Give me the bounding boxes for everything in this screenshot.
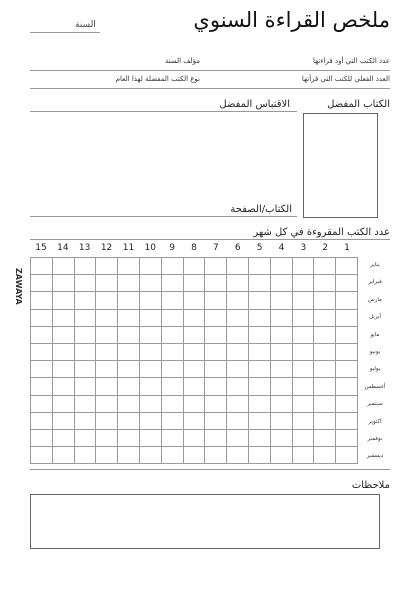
grid-cell[interactable] bbox=[270, 361, 292, 378]
grid-cell[interactable] bbox=[336, 429, 358, 446]
column-number: 15 bbox=[35, 243, 47, 253]
grid-cell[interactable] bbox=[31, 447, 53, 464]
grid-cell[interactable] bbox=[292, 395, 314, 412]
grid-cell[interactable] bbox=[336, 343, 358, 360]
grid-cell[interactable] bbox=[314, 361, 336, 378]
notes-heading: ملاحظات bbox=[351, 480, 390, 491]
grid-cell[interactable] bbox=[248, 258, 270, 275]
grid-cell[interactable] bbox=[183, 275, 205, 292]
grid-cell[interactable] bbox=[336, 275, 358, 292]
grid-cell[interactable] bbox=[118, 258, 140, 275]
month-label: مارس bbox=[368, 296, 382, 303]
grid-cell[interactable] bbox=[248, 378, 270, 395]
grid-cell[interactable] bbox=[139, 429, 161, 446]
grid-cell[interactable] bbox=[314, 275, 336, 292]
table-row bbox=[31, 429, 358, 446]
grid-cell[interactable] bbox=[183, 292, 205, 309]
column-numbers bbox=[30, 243, 358, 257]
grid-cell[interactable] bbox=[205, 412, 227, 429]
grid-cell[interactable] bbox=[227, 412, 249, 429]
grid-cell[interactable] bbox=[161, 395, 183, 412]
grid-cell[interactable] bbox=[183, 343, 205, 360]
grid-cell[interactable] bbox=[139, 309, 161, 326]
grid-cell[interactable] bbox=[161, 412, 183, 429]
grid-cell[interactable] bbox=[161, 275, 183, 292]
grid-cell[interactable] bbox=[227, 326, 249, 343]
grid-cell[interactable] bbox=[227, 343, 249, 360]
grid-cell[interactable] bbox=[292, 361, 314, 378]
grid-cell[interactable] bbox=[139, 258, 161, 275]
month-label: ديسمبر bbox=[366, 453, 384, 460]
month-label: مايو bbox=[370, 331, 380, 338]
grid-cell[interactable] bbox=[31, 412, 53, 429]
grid-bottom-line bbox=[30, 469, 390, 470]
month-label: أبريل bbox=[369, 314, 381, 321]
table-row bbox=[31, 258, 358, 275]
grid-cell[interactable] bbox=[248, 361, 270, 378]
grid-cell[interactable] bbox=[205, 343, 227, 360]
page-title: ملخص القراءة السنوي bbox=[193, 8, 390, 32]
grid-cell[interactable] bbox=[205, 275, 227, 292]
grid-cell[interactable] bbox=[292, 429, 314, 446]
grid-cell[interactable] bbox=[336, 361, 358, 378]
month-label: يوليو bbox=[369, 366, 381, 373]
grid-cell[interactable] bbox=[270, 258, 292, 275]
column-number: 4 bbox=[278, 243, 285, 253]
grid-cell[interactable] bbox=[139, 412, 161, 429]
actual-books-label: العدد الفعلي للكتب التي قرأتها bbox=[301, 75, 390, 83]
grid-cell[interactable] bbox=[96, 429, 118, 446]
author-of-year-label: مؤلف السنة bbox=[164, 57, 200, 65]
grid-cell[interactable] bbox=[139, 395, 161, 412]
year-line[interactable] bbox=[30, 32, 100, 33]
grid-cell[interactable] bbox=[183, 326, 205, 343]
grid-cell[interactable] bbox=[270, 447, 292, 464]
grid-cell[interactable] bbox=[31, 429, 53, 446]
grid-cell[interactable] bbox=[52, 361, 74, 378]
table-row bbox=[31, 378, 358, 395]
table-row bbox=[31, 343, 358, 360]
grid-cell[interactable] bbox=[227, 395, 249, 412]
grid-cell[interactable] bbox=[270, 275, 292, 292]
grid-cell[interactable] bbox=[314, 309, 336, 326]
grid-cell[interactable] bbox=[74, 412, 96, 429]
grid-cell[interactable] bbox=[52, 429, 74, 446]
column-number: 3 bbox=[300, 243, 307, 253]
grid-cell[interactable] bbox=[161, 343, 183, 360]
grid-cell[interactable] bbox=[139, 275, 161, 292]
grid-cell[interactable] bbox=[336, 292, 358, 309]
brand-logo bbox=[10, 266, 22, 326]
grid-cell[interactable] bbox=[270, 326, 292, 343]
grid-cell[interactable] bbox=[227, 429, 249, 446]
grid-cell[interactable] bbox=[52, 275, 74, 292]
grid-cell[interactable] bbox=[336, 309, 358, 326]
grid-cell[interactable] bbox=[139, 447, 161, 464]
grid-cell[interactable] bbox=[292, 447, 314, 464]
grid-cell[interactable] bbox=[314, 429, 336, 446]
grid-cell[interactable] bbox=[314, 395, 336, 412]
grid-cell[interactable] bbox=[96, 258, 118, 275]
grid-cell[interactable] bbox=[31, 258, 53, 275]
grid-cell[interactable] bbox=[74, 395, 96, 412]
grid-cell[interactable] bbox=[161, 429, 183, 446]
year-label: السنة bbox=[75, 20, 96, 30]
grid-cell[interactable] bbox=[96, 343, 118, 360]
grid-cell[interactable] bbox=[292, 378, 314, 395]
grid-cell[interactable] bbox=[183, 429, 205, 446]
month-labels bbox=[358, 257, 392, 466]
grid-cell[interactable] bbox=[248, 292, 270, 309]
grid-cell[interactable] bbox=[270, 429, 292, 446]
grid-cell[interactable] bbox=[161, 309, 183, 326]
grid-cell[interactable] bbox=[31, 275, 53, 292]
grid-cell[interactable] bbox=[96, 361, 118, 378]
grid-cell[interactable] bbox=[336, 258, 358, 275]
grid-cell[interactable] bbox=[183, 361, 205, 378]
column-number: 7 bbox=[212, 243, 219, 253]
grid-cell[interactable] bbox=[74, 258, 96, 275]
column-number: 5 bbox=[256, 243, 263, 253]
grid-cell[interactable] bbox=[205, 309, 227, 326]
favorite-quote-heading: الاقتباس المفضل bbox=[219, 99, 290, 110]
grid-cell[interactable] bbox=[96, 292, 118, 309]
grid-cell[interactable] bbox=[292, 258, 314, 275]
grid-cell[interactable] bbox=[227, 258, 249, 275]
grid-cell[interactable] bbox=[227, 361, 249, 378]
month-label: سبتمبر bbox=[367, 401, 383, 408]
grid-cell[interactable] bbox=[74, 429, 96, 446]
grid-cell[interactable] bbox=[118, 361, 140, 378]
grid-cell[interactable] bbox=[314, 292, 336, 309]
grid-cell[interactable] bbox=[336, 412, 358, 429]
grid-cell[interactable] bbox=[314, 326, 336, 343]
grid-cell[interactable] bbox=[292, 343, 314, 360]
grid-cell[interactable] bbox=[248, 275, 270, 292]
monthly-top-line bbox=[30, 239, 390, 240]
grid-cell[interactable] bbox=[96, 378, 118, 395]
grid-cell[interactable] bbox=[74, 292, 96, 309]
column-number: 2 bbox=[322, 243, 329, 253]
grid-cell[interactable] bbox=[118, 447, 140, 464]
table-row bbox=[31, 447, 358, 464]
table-row bbox=[31, 361, 358, 378]
grid-cell[interactable] bbox=[52, 258, 74, 275]
grid-cell[interactable] bbox=[52, 447, 74, 464]
table-row bbox=[31, 275, 358, 292]
grid-cell[interactable] bbox=[139, 292, 161, 309]
grid-cell[interactable] bbox=[52, 326, 74, 343]
grid-cell[interactable] bbox=[31, 292, 53, 309]
grid-cell[interactable] bbox=[96, 275, 118, 292]
grid-cell[interactable] bbox=[74, 447, 96, 464]
grid-cell[interactable] bbox=[205, 292, 227, 309]
favorite-book-heading: الكتاب المفضل bbox=[327, 99, 390, 110]
grid-cell[interactable] bbox=[31, 361, 53, 378]
grid-cell[interactable] bbox=[52, 343, 74, 360]
column-number: 11 bbox=[122, 243, 135, 253]
grid-cell[interactable] bbox=[270, 292, 292, 309]
grid-cell[interactable] bbox=[248, 395, 270, 412]
column-number: 14 bbox=[57, 243, 69, 253]
field-line-row1[interactable] bbox=[30, 70, 390, 71]
grid-cell[interactable] bbox=[205, 447, 227, 464]
svg-text:ZAWAYA: ZAWAYA bbox=[14, 268, 23, 305]
grid-cell[interactable] bbox=[52, 292, 74, 309]
grid-cell[interactable] bbox=[336, 395, 358, 412]
grid-cell[interactable] bbox=[52, 309, 74, 326]
grid-cell[interactable] bbox=[161, 292, 183, 309]
table-row bbox=[31, 292, 358, 309]
grid-cell[interactable] bbox=[118, 412, 140, 429]
grid-cell[interactable] bbox=[52, 412, 74, 429]
grid-cell[interactable] bbox=[74, 309, 96, 326]
planned-books-label: عدد الكتب التي أود قراءتها bbox=[312, 57, 390, 65]
favorite-genre-label: نوع الكتب المفضلة لهذا العام bbox=[115, 75, 200, 83]
grid-cell[interactable] bbox=[248, 429, 270, 446]
grid-cell[interactable] bbox=[118, 429, 140, 446]
grid-cell[interactable] bbox=[292, 275, 314, 292]
grid-cell[interactable] bbox=[31, 343, 53, 360]
grid-cell[interactable] bbox=[205, 258, 227, 275]
grid-cell[interactable] bbox=[248, 412, 270, 429]
grid-cell[interactable] bbox=[161, 326, 183, 343]
grid-cell[interactable] bbox=[336, 447, 358, 464]
grid-cell[interactable] bbox=[270, 309, 292, 326]
grid-cell[interactable] bbox=[227, 275, 249, 292]
grid-cell[interactable] bbox=[118, 343, 140, 360]
grid-cell[interactable] bbox=[118, 275, 140, 292]
grid-cell[interactable] bbox=[183, 447, 205, 464]
grid-cell[interactable] bbox=[227, 309, 249, 326]
grid-cell[interactable] bbox=[118, 309, 140, 326]
grid-cell[interactable] bbox=[314, 258, 336, 275]
month-label: أكتوبر bbox=[368, 418, 382, 425]
grid-cell[interactable] bbox=[314, 343, 336, 360]
grid-cell[interactable] bbox=[96, 395, 118, 412]
grid-cell[interactable] bbox=[314, 447, 336, 464]
column-number: 8 bbox=[191, 243, 197, 253]
grid-cell[interactable] bbox=[139, 343, 161, 360]
grid-cell[interactable] bbox=[74, 361, 96, 378]
month-label: نوفمبر bbox=[367, 435, 383, 442]
grid-cell[interactable] bbox=[314, 412, 336, 429]
column-number: 1 bbox=[344, 243, 350, 253]
grid-cell[interactable] bbox=[270, 378, 292, 395]
month-label: يونيو bbox=[369, 348, 381, 355]
grid-cell[interactable] bbox=[183, 258, 205, 275]
grid-cell[interactable] bbox=[270, 395, 292, 412]
grid-cell[interactable] bbox=[96, 326, 118, 343]
grid-cell[interactable] bbox=[139, 326, 161, 343]
table-row bbox=[31, 309, 358, 326]
grid-cell[interactable] bbox=[96, 447, 118, 464]
monthly-count-heading: عدد الكتب المقروءة في كل شهر bbox=[253, 227, 390, 238]
grid-cell[interactable] bbox=[292, 326, 314, 343]
monthly-grid bbox=[30, 257, 390, 464]
column-number: 10 bbox=[144, 243, 156, 253]
table-row bbox=[31, 395, 358, 412]
grid-cell[interactable] bbox=[161, 258, 183, 275]
grid-cell[interactable] bbox=[248, 326, 270, 343]
grid-cell[interactable] bbox=[227, 292, 249, 309]
grid-cell[interactable] bbox=[118, 395, 140, 412]
month-label: أغسطس bbox=[364, 383, 386, 390]
grid-cell[interactable] bbox=[183, 309, 205, 326]
column-number: 9 bbox=[169, 243, 175, 253]
grid-cell[interactable] bbox=[31, 378, 53, 395]
grid-cell[interactable] bbox=[314, 378, 336, 395]
grid-cell[interactable] bbox=[292, 412, 314, 429]
book-page-label: الكتاب/الصفحة bbox=[230, 204, 292, 215]
grid-cell[interactable] bbox=[248, 343, 270, 360]
grid-cell[interactable] bbox=[118, 326, 140, 343]
grid-cell[interactable] bbox=[161, 361, 183, 378]
grid-cell[interactable] bbox=[139, 378, 161, 395]
grid-cell[interactable] bbox=[31, 309, 53, 326]
grid-cell[interactable] bbox=[31, 395, 53, 412]
grid-cell[interactable] bbox=[183, 412, 205, 429]
grid-cell[interactable] bbox=[270, 412, 292, 429]
grid-cell[interactable] bbox=[248, 447, 270, 464]
column-number: 6 bbox=[234, 243, 241, 253]
grid-cell[interactable] bbox=[248, 309, 270, 326]
field-line-row2[interactable] bbox=[30, 88, 390, 89]
grid-cell[interactable] bbox=[205, 378, 227, 395]
grid-cell[interactable] bbox=[205, 395, 227, 412]
grid-cell[interactable] bbox=[161, 447, 183, 464]
table-row bbox=[31, 326, 358, 343]
grid-cell[interactable] bbox=[74, 378, 96, 395]
table-row bbox=[31, 412, 358, 429]
grid-cell[interactable] bbox=[31, 326, 53, 343]
grid-cell[interactable] bbox=[336, 326, 358, 343]
grid-cell[interactable] bbox=[205, 326, 227, 343]
grid-cell[interactable] bbox=[74, 343, 96, 360]
grid-cell[interactable] bbox=[292, 292, 314, 309]
grid-cell[interactable] bbox=[227, 447, 249, 464]
grid-cell[interactable] bbox=[118, 378, 140, 395]
grid-cell[interactable] bbox=[52, 378, 74, 395]
grid-cell[interactable] bbox=[96, 412, 118, 429]
grid-cell[interactable] bbox=[183, 395, 205, 412]
month-label: يناير bbox=[370, 262, 380, 268]
grid-cell[interactable] bbox=[96, 309, 118, 326]
column-number: 13 bbox=[78, 243, 91, 253]
month-label: فبراير bbox=[368, 279, 382, 286]
grid-cell[interactable] bbox=[336, 378, 358, 395]
quote-top-line bbox=[30, 111, 297, 112]
grid-cell[interactable] bbox=[118, 292, 140, 309]
favorite-book-cover-box[interactable] bbox=[303, 113, 378, 218]
book-page-line[interactable] bbox=[30, 216, 297, 217]
notes-box[interactable] bbox=[30, 494, 380, 549]
grid-cell[interactable] bbox=[205, 361, 227, 378]
grid-cell[interactable] bbox=[139, 361, 161, 378]
grid-cell[interactable] bbox=[74, 326, 96, 343]
grid-cell[interactable] bbox=[52, 395, 74, 412]
grid-cell[interactable] bbox=[227, 378, 249, 395]
grid-cell[interactable] bbox=[205, 429, 227, 446]
grid-cell[interactable] bbox=[161, 378, 183, 395]
grid-cell[interactable] bbox=[270, 343, 292, 360]
grid-cell[interactable] bbox=[74, 275, 96, 292]
column-number: 12 bbox=[100, 243, 113, 253]
grid-cell[interactable] bbox=[292, 309, 314, 326]
grid-cell[interactable] bbox=[183, 378, 205, 395]
